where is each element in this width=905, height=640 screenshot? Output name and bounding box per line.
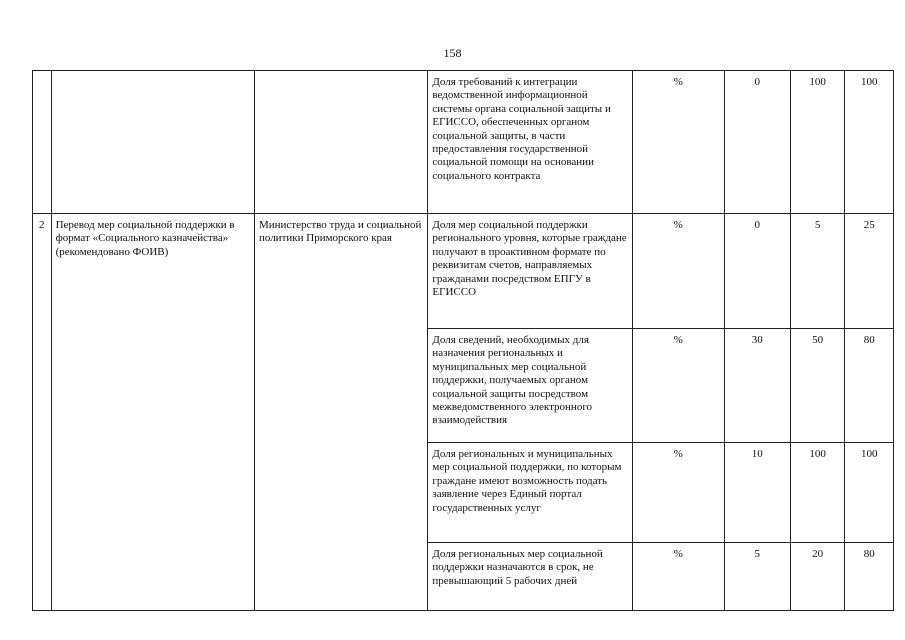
unit-cell: %	[632, 71, 724, 214]
table-row	[33, 214, 894, 329]
indicator-name-cell: Доля требований к интеграции ведомственной информационной системы органа социальной защиты и ЕГИССО, обеспеченных органом социальной защиты, в части предоставления государственной социальной помощи на основании социального контракта	[428, 71, 632, 214]
value-cell: 10	[724, 443, 790, 543]
value-cell: 100	[845, 443, 894, 543]
unit-cell: %	[632, 329, 724, 443]
indicator-name-cell: Доля региональных и муниципальных мер социальной поддержки, по которым граждане имеют возможность подать заявление через Единый портал государственных услуг	[428, 443, 632, 543]
value-cell: 80	[845, 543, 894, 611]
value-cell: 0	[724, 71, 790, 214]
indicator-name-cell: Доля сведений, необходимых для назначения региональных и муниципальных мер социальной поддержки, получаемых органом социальной защиты посредством межведомственного электронного взаимодействия	[428, 329, 632, 443]
value-cell: 100	[790, 71, 845, 214]
responsible-cell	[254, 71, 427, 214]
unit-cell: %	[632, 214, 724, 329]
page-number: 158	[443, 46, 462, 60]
value-cell: 30	[724, 329, 790, 443]
table-row	[33, 71, 894, 214]
value-cell: 5	[724, 543, 790, 611]
row-number-cell	[33, 71, 52, 214]
indicator-name-cell: Доля мер социальной поддержки регионального уровня, которые граждане получают в проактивном формате по реквизитам счетов, направляемых гражданами посредством ЕПГУ в ЕГИССО	[428, 214, 632, 329]
value-cell: 100	[790, 443, 845, 543]
unit-cell: %	[632, 443, 724, 543]
indicator-name-cell: Доля региональных мер социальной поддержки назначаются в срок, не превышающий 5 рабочих дней	[428, 543, 632, 611]
row-number-cell: 2	[33, 214, 52, 611]
value-cell: 100	[845, 71, 894, 214]
value-cell: 0	[724, 214, 790, 329]
unit-cell: %	[632, 543, 724, 611]
responsible-cell: Министерство труда и социальной политики Приморского края	[254, 214, 427, 611]
measures-table	[32, 70, 894, 611]
value-cell: 25	[845, 214, 894, 329]
value-cell: 50	[790, 329, 845, 443]
value-cell: 20	[790, 543, 845, 611]
measure-cell	[51, 71, 254, 214]
value-cell: 5	[790, 214, 845, 329]
measure-cell: Перевод мер социальной поддержки в формат «Социального казначейства» (рекомендовано ФОИВ)	[51, 214, 254, 611]
value-cell: 80	[845, 329, 894, 443]
